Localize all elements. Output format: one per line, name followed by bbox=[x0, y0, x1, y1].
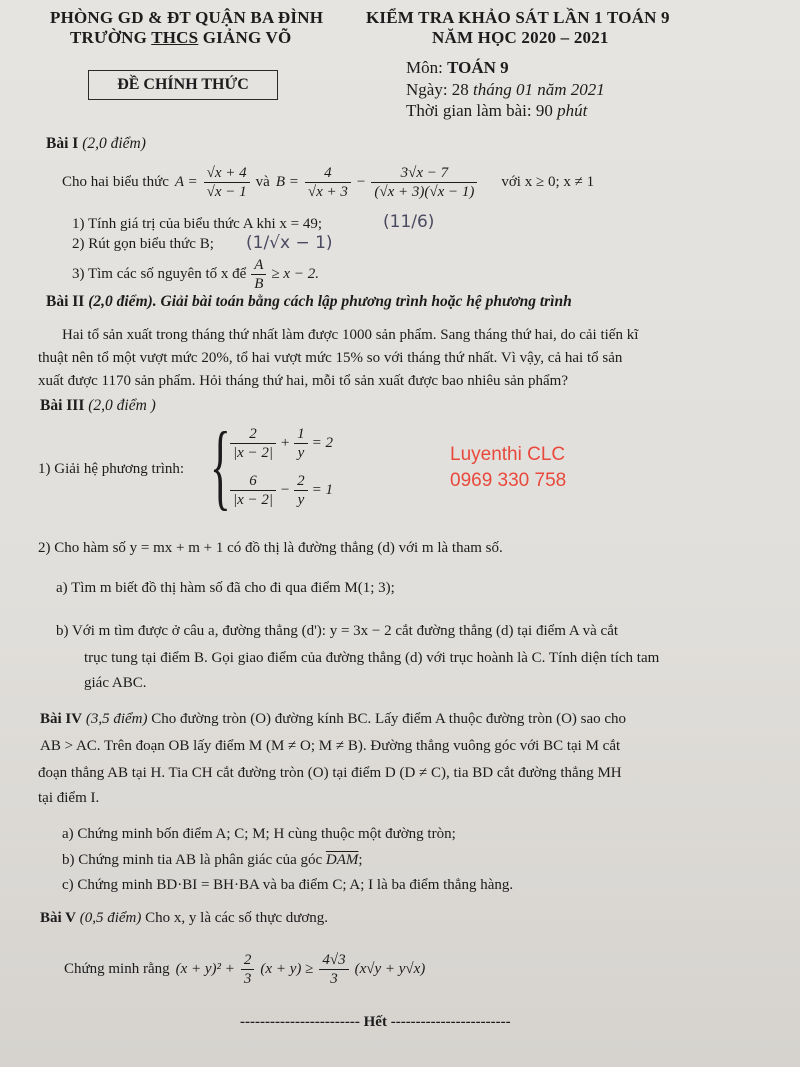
bai2-subtitle: Giải bài toán bằng cách lập phương trình hoặc hệ phương trình bbox=[156, 293, 572, 310]
bai5-prove: Chứng minh rằng bbox=[64, 960, 170, 977]
bai2-title: Bài II bbox=[46, 293, 85, 310]
school-year: NĂM HỌC 2020 – 2021 bbox=[432, 28, 609, 47]
system-brace: { bbox=[210, 412, 231, 519]
bai5-intro: Cho x, y là các số thực dương. bbox=[141, 910, 329, 926]
eq2-rhs: = 1 bbox=[311, 482, 334, 498]
handwritten-answer-2: (1/√x − 1) bbox=[246, 233, 333, 253]
bai1-points: (2,0 điểm) bbox=[78, 135, 146, 152]
bai1-q1: 1) Tính giá trị của biểu thức A khi x = 49; bbox=[72, 216, 323, 232]
subject-value: TOÁN 9 bbox=[447, 58, 509, 77]
bai5-title: Bài V bbox=[40, 910, 76, 926]
expr-A-fraction bbox=[204, 164, 250, 201]
school-prefix: TRƯỜNG bbox=[70, 28, 152, 47]
time-unit: phút bbox=[557, 101, 588, 120]
system-eq1 bbox=[230, 425, 333, 462]
bai1-q3-num: A bbox=[251, 256, 266, 275]
official-exam-box: ĐỀ CHÍNH THỨC bbox=[88, 70, 278, 100]
bai4-qb bbox=[62, 852, 363, 869]
bai5-frac2-num: 4√3 bbox=[319, 951, 348, 970]
bai4-points: (3,5 điểm) bbox=[82, 711, 148, 727]
bai5-inequality bbox=[64, 948, 425, 990]
watermark-phone: 0969 330 758 bbox=[450, 470, 567, 491]
system-eq2 bbox=[230, 472, 333, 509]
eq1-rhs: = 2 bbox=[311, 435, 334, 451]
bai4-title: Bài IV bbox=[40, 711, 83, 727]
minus-sign: − bbox=[356, 173, 366, 190]
bai3-title: Bài III bbox=[40, 397, 85, 414]
bai5-expr1: (x + y)² + bbox=[175, 960, 235, 977]
bai1-q3-pre: 3) Tìm các số nguyên tố x để bbox=[72, 265, 247, 282]
bai5-expr3: (x√y + y√x) bbox=[354, 960, 426, 977]
bai4-qc: c) Chứng minh BD·BI = BH·BA và ba điểm C; A; I là ba điểm thẳng hàng. bbox=[62, 877, 514, 893]
bai2-line1: Hai tổ sản xuất trong tháng thứ nhất làm được 1000 sản phẩm. Sang tháng thứ hai, do cải tiến kĩ bbox=[62, 327, 639, 343]
bai4-line4: tại điểm I. bbox=[38, 790, 100, 806]
bai3-q1: 1) Giải hệ phương trình: bbox=[38, 461, 185, 477]
expr-B-fraction1 bbox=[305, 164, 351, 201]
bai1-q2: 2) Rút gọn biểu thức B; bbox=[72, 236, 214, 252]
bai4-line3: đoạn thẳng AB tại H. Tia CH cắt đường tròn (O) tại điểm D (D ≠ C), tia BD cắt đường thẳng MH bbox=[38, 765, 622, 781]
bai2-points: (2,0 điểm). bbox=[84, 293, 157, 310]
expr-B-f1-den: √x + 3 bbox=[307, 183, 348, 200]
bai5-fraction1 bbox=[241, 951, 255, 988]
eq2-minus: − bbox=[280, 482, 291, 498]
expr-B-f1-num: 4 bbox=[305, 164, 351, 183]
bai5-heading bbox=[40, 910, 328, 927]
expr-A-eq: A = bbox=[174, 173, 198, 190]
expr-B-eq: B = bbox=[275, 173, 299, 190]
handwritten-answer-1: (11/6) bbox=[383, 212, 435, 232]
bai1-q3-fraction bbox=[251, 256, 266, 293]
eq1-num1: 2 bbox=[230, 425, 276, 444]
school-name bbox=[70, 28, 291, 48]
expr-B-fraction2 bbox=[371, 164, 477, 201]
eq2-den2: y bbox=[297, 492, 305, 508]
bai5-expr2: (x + y) ≥ bbox=[260, 960, 314, 977]
eq2-den1: |x − 2| bbox=[233, 492, 274, 508]
time-line bbox=[406, 101, 587, 121]
bai1-q3-den: B bbox=[254, 275, 264, 292]
bai1-q3 bbox=[72, 254, 319, 294]
bai2-line2: thuật nên tổ một vượt mức 20%, tổ hai vượt mức 15% so với tháng thứ nhất. Vì vậy, cả hai tổ sản bbox=[38, 350, 623, 366]
bai3-qb-line3: giác ABC. bbox=[84, 675, 147, 691]
bai3-heading bbox=[40, 397, 156, 415]
eq2-num2: 2 bbox=[294, 472, 308, 491]
school-suffix: GIẢNG VÕ bbox=[198, 28, 292, 47]
date-line bbox=[406, 80, 605, 100]
bai2-line3: xuất được 1170 sản phẩm. Hỏi tháng thứ hai, mỗi tổ sản xuất được bao nhiêu sản phẩm? bbox=[38, 373, 569, 389]
bai2-heading bbox=[46, 293, 572, 311]
angle-dam: $\overline{DAM}$ bbox=[325, 852, 359, 868]
eq2-fraction1 bbox=[230, 472, 276, 509]
bai3-qb-line2: trục tung tại điểm B. Gọi giao điểm của đường thẳng (d) với trục hoành là C. Tính diện tích tam bbox=[84, 650, 660, 666]
expr-B-f2-den: (√x + 3)(√x − 1) bbox=[374, 183, 475, 200]
and-word: và bbox=[255, 173, 270, 190]
exam-title: KIỂM TRA KHẢO SÁT LẦN 1 TOÁN 9 bbox=[366, 8, 670, 27]
eq1-plus: + bbox=[280, 435, 291, 451]
bai5-points: (0,5 điểm) bbox=[75, 910, 142, 926]
bai1-title: Bài I bbox=[46, 135, 79, 152]
eq2-fraction2 bbox=[294, 472, 308, 509]
bai3-qa: a) Tìm m biết đồ thị hàm số đã cho đi qua điểm M(1; 3); bbox=[56, 580, 395, 596]
bai4-qa: a) Chứng minh bốn điểm A; C; M; H cùng thuộc một đường tròn; bbox=[62, 826, 456, 842]
bai4-line1: Cho đường tròn (O) đường kính BC. Lấy điểm A thuộc đường tròn (O) sao cho bbox=[147, 711, 627, 727]
bai1-condition: với x ≥ 0; x ≠ 1 bbox=[501, 173, 595, 190]
expr-B-f2-num: 3√x − 7 bbox=[371, 164, 477, 183]
end-marker: ------------------------ Hết ------------------------ bbox=[240, 1014, 511, 1030]
eq2-num1: 6 bbox=[230, 472, 276, 491]
subject-line bbox=[406, 58, 509, 78]
bai5-fraction2 bbox=[319, 951, 348, 988]
bai1-expressions bbox=[62, 160, 594, 204]
time-label: Thời gian làm bài: 90 bbox=[406, 101, 558, 120]
date-label: Ngày: 28 bbox=[406, 80, 474, 99]
bai4-heading bbox=[40, 711, 626, 728]
eq1-den2: y bbox=[297, 445, 305, 461]
subject-label: Môn: bbox=[406, 58, 448, 77]
bai3-points: (2,0 điểm ) bbox=[84, 397, 156, 414]
watermark-name: Luyenthi CLC bbox=[450, 444, 566, 465]
department-name: PHÒNG GD & ĐT QUẬN BA ĐÌNH bbox=[50, 8, 324, 27]
bai3-qb-line1: b) Với m tìm được ở câu a, đường thẳng (d'): y = 3x − 2 cắt đường thẳng (d) tại điểm A và cắt bbox=[56, 623, 619, 639]
eq1-num2: 1 bbox=[294, 425, 308, 444]
expr-A-num: √x + 4 bbox=[204, 164, 250, 183]
expr-A-den: √x − 1 bbox=[206, 183, 247, 200]
date-value: tháng 01 năm 2021 bbox=[473, 80, 605, 99]
eq1-fraction1 bbox=[230, 425, 276, 462]
bai4-line2: AB > AC. Trên đoạn OB lấy điểm M (M ≠ O; M ≠ B). Đường thẳng vuông góc với BC tại M cắt bbox=[40, 738, 621, 754]
bai1-intro: Cho hai biểu thức bbox=[62, 173, 169, 190]
bai5-frac1-num: 2 bbox=[241, 951, 255, 970]
bai1-heading bbox=[46, 135, 146, 153]
eq1-fraction2 bbox=[294, 425, 308, 462]
bai4-qb-pre: b) Chứng minh tia AB là phân giác của góc bbox=[62, 852, 326, 868]
bai5-frac1-den: 3 bbox=[243, 970, 252, 987]
bai3-q2: 2) Cho hàm số y = mx + m + 1 có đồ thị là đường thẳng (d) với m là tham số. bbox=[38, 540, 503, 556]
school-type: THCS bbox=[151, 28, 199, 47]
bai5-frac2-den: 3 bbox=[330, 970, 338, 987]
bai1-q3-post: ≥ x − 2. bbox=[271, 265, 319, 282]
bai4-qb-post: ; bbox=[358, 852, 363, 868]
eq1-den1: |x − 2| bbox=[233, 445, 274, 461]
